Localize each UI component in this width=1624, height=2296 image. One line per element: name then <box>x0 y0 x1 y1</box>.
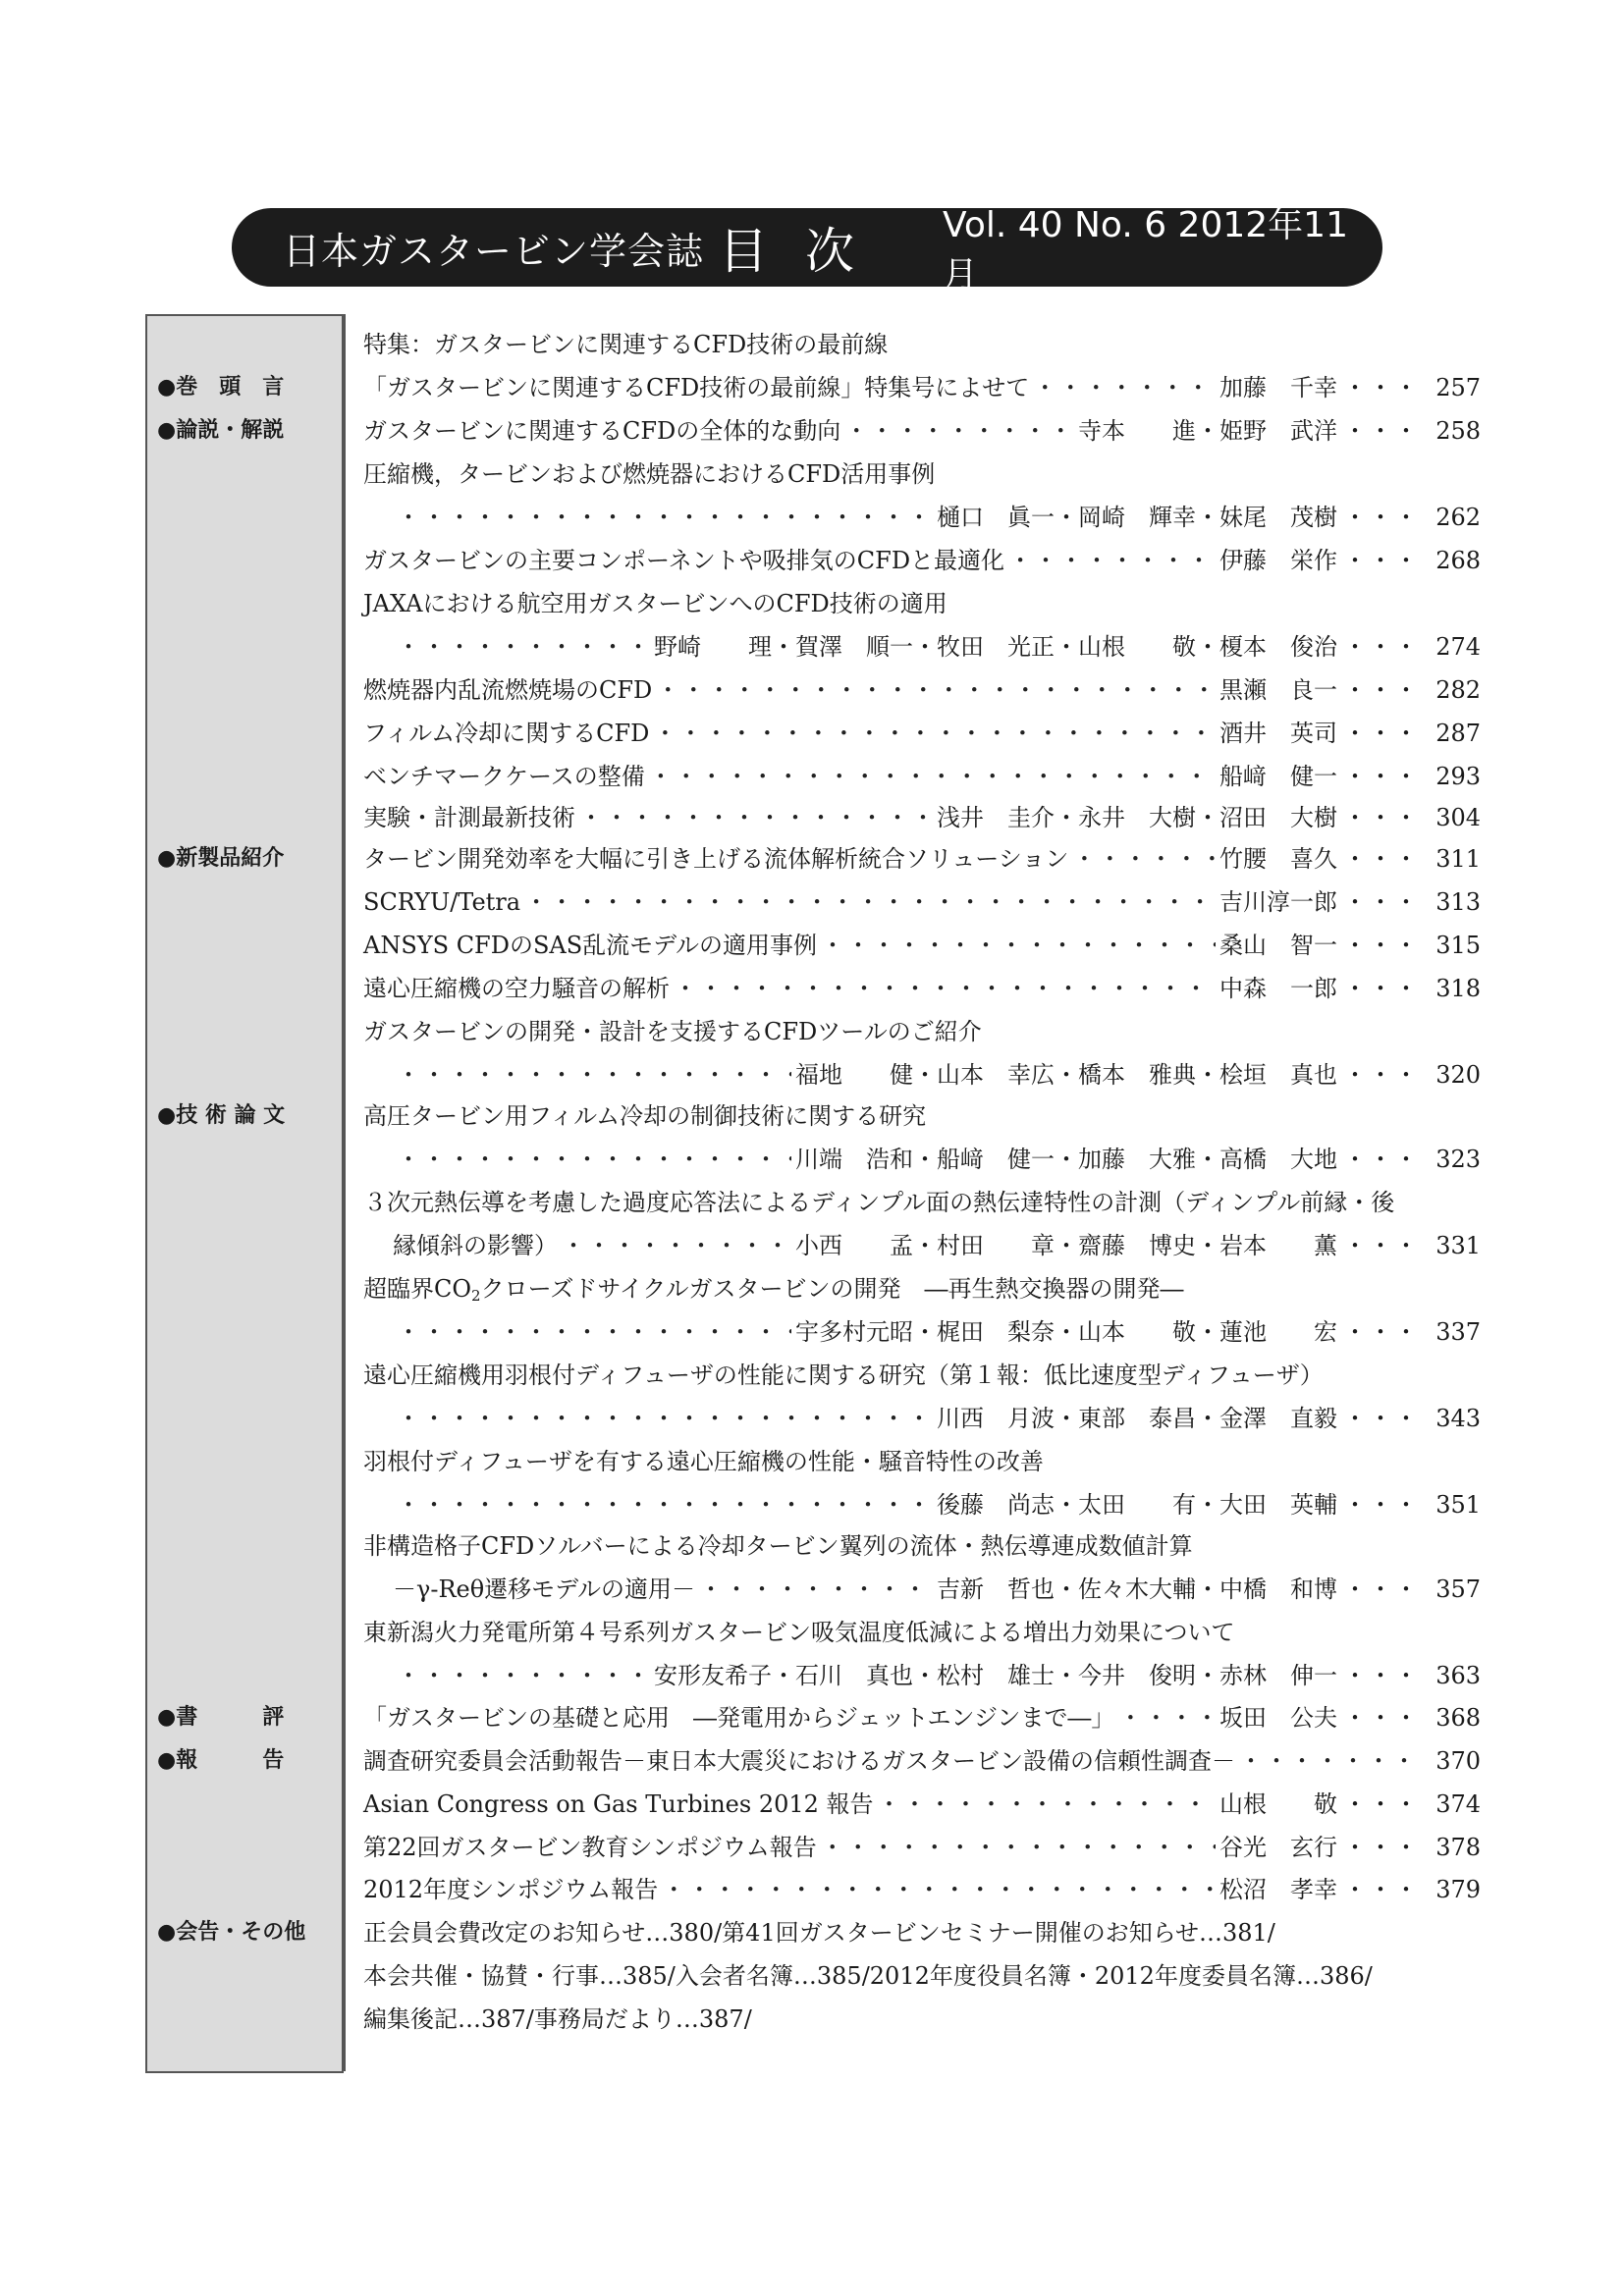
entry-title: 編集後記…387/事務局だより…387/ <box>363 2005 752 2033</box>
entry-page: 313 <box>1435 888 1481 916</box>
toc-entry <box>0 323 1624 366</box>
entry-title <box>363 1483 393 1526</box>
entry-title: 非構造格子CFDソルバーによる冷却タービン翼列の流体・熱伝導連成数値計算 <box>363 1532 1193 1560</box>
toc-entry-continuation <box>0 1397 1624 1440</box>
toc-entry[interactable] <box>0 1267 1624 1310</box>
toc-entry-continuation <box>0 1053 1624 1096</box>
dot-leader <box>1343 967 1422 1010</box>
entry-author: 樋口 眞一・岡崎 輝幸・妹尾 茂樹 <box>937 504 1337 531</box>
dot-leader <box>649 755 1216 798</box>
entry-author: 川端 浩和・船﨑 健一・加藤 大雅・高橋 大地 <box>795 1146 1337 1173</box>
entry-author: 福地 健・山本 幸広・橋本 雅典・桧垣 真也 <box>795 1061 1337 1089</box>
entry-page: 357 <box>1435 1575 1481 1603</box>
entry-author: 吉新 哲也・佐々木大輔・中橋 和博 <box>937 1575 1337 1603</box>
toc-entry-continuation <box>0 1138 1624 1181</box>
dot-leader <box>562 1224 791 1267</box>
entry-title: 東新潟火力発電所第４号系列ガスタービン吸気温度低減による増出力効果について <box>363 1619 1235 1646</box>
toc-entry[interactable] <box>0 1010 1624 1053</box>
entry-title: ガスタービンの主要コンポーネントや吸排気のCFDと最適化 <box>363 547 1005 574</box>
entry-page: 258 <box>1435 417 1481 445</box>
entry-page: 379 <box>1435 1876 1481 1903</box>
dot-leader <box>397 1053 791 1096</box>
toc-entry[interactable] <box>0 755 1624 798</box>
dot-leader <box>1343 1397 1422 1440</box>
dot-leader <box>821 924 1216 967</box>
entry-title: －γ-Reθ遷移モデルの適用－ <box>393 1575 695 1603</box>
entry-page: 282 <box>1435 676 1481 704</box>
dot-leader <box>1239 1739 1418 1783</box>
dot-leader <box>1343 409 1422 453</box>
entry-author: 安形友希子・石川 真也・松村 雄士・今井 俊明・赤林 伸一 <box>654 1662 1337 1689</box>
entry-page: 370 <box>1435 1747 1481 1775</box>
entry-author: 坂田 公夫 <box>1219 1704 1337 1732</box>
entry-title: 特集：ガスタービンに関連するCFD技術の最前線 <box>363 331 889 358</box>
dot-leader <box>1343 796 1422 839</box>
entry-author: 小西 孟・村田 章・齋藤 博史・岩本 薫 <box>795 1232 1337 1259</box>
entry-title <box>363 1654 393 1697</box>
toc-entry-continuation <box>0 1568 1624 1611</box>
entry-page: 315 <box>1435 932 1481 959</box>
entry-title: 「ガスタービンに関連するCFD技術の最前線」特集号によせて <box>363 374 1030 401</box>
toc-entry[interactable] <box>0 1181 1624 1224</box>
toc-entry[interactable] <box>0 1440 1624 1483</box>
dot-leader <box>1033 366 1216 409</box>
entry-title <box>363 625 393 668</box>
toc-entry[interactable] <box>0 1095 1624 1138</box>
entry-author: 寺本 進・姫野 武洋 <box>1078 417 1337 445</box>
toc-entry[interactable] <box>0 1826 1624 1869</box>
toc-entry[interactable] <box>0 1868 1624 1911</box>
entry-page: 368 <box>1435 1704 1481 1732</box>
entry-title: 「ガスタービンの基礎と応用 ―発電用からジェットエンジンまで―」 <box>363 1704 1115 1732</box>
dot-leader <box>1343 1053 1422 1096</box>
category-book-review: ●書 評 <box>157 1705 285 1730</box>
toc-entry[interactable] <box>0 712 1624 755</box>
dot-leader <box>1343 712 1422 755</box>
dot-leader <box>1008 539 1216 582</box>
dot-leader <box>1343 1654 1422 1697</box>
entry-author: 酒井 英司 <box>1219 720 1337 747</box>
dot-leader <box>656 668 1216 712</box>
entry-author: 桑山 智一 <box>1219 932 1337 959</box>
dot-leader <box>1343 496 1422 539</box>
dot-leader <box>1118 1696 1216 1739</box>
entry-page: 268 <box>1435 547 1481 574</box>
toc-entry[interactable] <box>0 1783 1624 1826</box>
entry-page: 293 <box>1435 763 1481 790</box>
dot-leader <box>1343 881 1422 924</box>
entry-page: 363 <box>1435 1662 1481 1689</box>
dot-leader <box>878 1783 1216 1826</box>
entry-title: 調査研究委員会活動報告－東日本大震災におけるガスタービン設備の信頼性調査－ <box>363 1747 1235 1775</box>
entry-title <box>363 496 393 539</box>
entry-title: 2012年度シンポジウム報告 <box>363 1876 659 1903</box>
entry-author: 竹腰 喜久 <box>1219 845 1337 873</box>
toc-entry[interactable] <box>0 924 1624 967</box>
entry-title <box>363 1138 393 1181</box>
toc-entry[interactable] <box>0 539 1624 582</box>
dot-leader <box>397 1397 933 1440</box>
entry-title: 本会共催・協賛・行事…385/入会者名簿…385/2012年度役員名簿・2012年度委員名簿…386/ <box>363 1962 1373 1990</box>
dot-leader <box>653 712 1216 755</box>
toc-entry[interactable] <box>0 1696 1624 1739</box>
dot-leader <box>1343 755 1422 798</box>
entry-title: 圧縮機，タービンおよび燃焼器におけるCFD活用事例 <box>363 460 936 488</box>
dot-leader <box>1343 837 1422 881</box>
entry-author: 伊藤 栄作 <box>1219 547 1337 574</box>
entry-page: 331 <box>1435 1232 1481 1259</box>
dot-leader <box>1343 1568 1422 1611</box>
entry-page: 343 <box>1435 1405 1481 1432</box>
dot-leader <box>397 1310 791 1354</box>
entry-title: 正会員会費改定のお知らせ…380/第41回ガスタービンセミナー開催のお知らせ…381/ <box>363 1919 1275 1947</box>
toc-entry[interactable] <box>0 796 1624 839</box>
dot-leader <box>674 967 1216 1010</box>
toc-entry[interactable] <box>0 409 1624 453</box>
issue-info: Vol. 40 No. 6 2012年11月 <box>943 205 1348 295</box>
entry-title <box>363 1397 393 1440</box>
entry-author: 後藤 尚志・太田 有・大田 英輔 <box>937 1491 1337 1519</box>
entry-title <box>363 1053 393 1096</box>
entry-page: 304 <box>1435 804 1481 831</box>
dot-leader <box>579 796 933 839</box>
entry-page: 287 <box>1435 720 1481 747</box>
dot-leader <box>1343 539 1422 582</box>
entry-author: 川西 月波・東部 泰昌・金澤 直毅 <box>937 1405 1337 1432</box>
dot-leader <box>397 1138 791 1181</box>
entry-title: Asian Congress on Gas Turbines 2012 報告 <box>363 1790 874 1818</box>
entry-page: 318 <box>1435 975 1481 1002</box>
toc-entry[interactable] <box>0 1954 1624 1998</box>
dot-leader <box>1343 1483 1422 1526</box>
entry-title: ガスタービンの開発・設計を支援するCFDツールのご紹介 <box>363 1018 982 1045</box>
toc-entry-continuation <box>0 1483 1624 1526</box>
dot-leader <box>662 1868 1216 1911</box>
dot-leader <box>1343 924 1422 967</box>
dot-leader <box>844 409 1074 453</box>
entry-page: 351 <box>1435 1491 1481 1519</box>
toc-entry[interactable] <box>0 1739 1624 1783</box>
entry-title: 遠心圧縮機の空力騒音の解析 <box>363 975 670 1002</box>
entry-title: フィルム冷却に関するCFD <box>363 720 650 747</box>
dot-leader <box>1343 366 1422 409</box>
entry-title: SCRYU/Tetra <box>363 888 521 916</box>
entry-author: 中森 一郎 <box>1219 975 1337 1002</box>
toc-entry-continuation <box>0 625 1624 668</box>
entry-page: 374 <box>1435 1790 1481 1818</box>
toc-entry[interactable] <box>0 967 1624 1010</box>
header-bar <box>232 205 1382 295</box>
category-review: ●論説・解説 <box>157 418 285 443</box>
dot-leader <box>821 1826 1216 1869</box>
entry-title: ガスタービンに関連するCFDの全体的な動向 <box>363 417 841 445</box>
entry-title: ３次元熱伝導を考慮した過度応答法によるディンプル面の熱伝達特性の計測（ディンプル前縁・後 <box>363 1189 1395 1216</box>
entry-author: 黒瀬 良一 <box>1219 676 1337 704</box>
entry-title: 実験・計測最新技術 <box>363 804 575 831</box>
category-notices: ●会告・その他 <box>157 1920 306 1945</box>
entry-author: 吉川淳一郎 <box>1219 888 1337 916</box>
entry-title-part: クローズドサイクルガスタービンの開発 ―再生熱交換器の開発― <box>480 1275 1184 1303</box>
entry-author: 船﨑 健一 <box>1219 763 1337 790</box>
dot-leader <box>1343 1310 1422 1354</box>
entry-author: 谷光 玄行 <box>1219 1834 1337 1861</box>
toc-heading: 目次 <box>719 223 892 280</box>
entry-page: 274 <box>1435 633 1481 661</box>
toc-entry[interactable] <box>0 1354 1624 1397</box>
toc-entry[interactable] <box>0 1998 1624 2041</box>
entry-title <box>363 1310 393 1354</box>
entry-title: JAXAにおける航空用ガスタービンへのCFD技術の適用 <box>363 590 947 617</box>
dot-leader <box>1343 1868 1422 1911</box>
entry-title: ベンチマークケースの整備 <box>363 763 645 790</box>
toc-entry-continuation <box>0 1310 1624 1354</box>
toc-entry[interactable] <box>0 837 1624 881</box>
dot-leader <box>1343 1138 1422 1181</box>
entry-title: タービン開発効率を大幅に引き上げる流体解析統合ソリューション <box>363 845 1069 873</box>
toc-entry-continuation <box>0 1654 1624 1697</box>
toc-entry[interactable] <box>0 1524 1624 1568</box>
entry-title: 羽根付ディフューザを有する遠心圧縮機の性能・騒音特性の改善 <box>363 1448 1044 1475</box>
entry-page: 337 <box>1435 1318 1481 1346</box>
entry-page: 257 <box>1435 374 1481 401</box>
entry-title: 高圧タービン用フィルム冷却の制御技術に関する研究 <box>363 1102 927 1130</box>
dot-leader <box>699 1568 933 1611</box>
entry-title: 遠心圧縮機用羽根付ディフューザの性能に関する研究（第１報：低比速度型ディフューザ） <box>363 1362 1324 1389</box>
journal-title: 日本ガスタービン学会誌 <box>283 229 705 273</box>
entry-title: 縁傾斜の影響） <box>393 1232 558 1259</box>
dot-leader <box>1343 1826 1422 1869</box>
entry-title: ANSYS CFDのSAS乱流モデルの適用事例 <box>363 932 817 959</box>
entry-author: 宇多村元昭・梶田 梨奈・山本 敬・蓮池 宏 <box>795 1318 1337 1346</box>
toc-entry[interactable] <box>0 453 1624 496</box>
toc-entry-continuation <box>0 496 1624 539</box>
toc-entry[interactable] <box>0 582 1624 625</box>
dot-leader <box>397 496 933 539</box>
entry-author: 加藤 千幸 <box>1219 374 1337 401</box>
toc-entry[interactable] <box>0 366 1624 409</box>
dot-leader <box>397 625 650 668</box>
entry-page: 378 <box>1435 1834 1481 1861</box>
toc-entry[interactable] <box>0 881 1624 924</box>
entry-author: 野崎 理・賀澤 順一・牧田 光正・山根 敬・榎本 俊治 <box>654 633 1337 661</box>
entry-author: 松沼 孝幸 <box>1219 1876 1337 1903</box>
dot-leader <box>1343 1783 1422 1826</box>
entry-page: 262 <box>1435 504 1481 531</box>
dot-leader <box>1343 668 1422 712</box>
category-editorial: ●巻 頭 言 <box>157 375 285 400</box>
entry-author: 浅井 圭介・永井 大樹・沼田 大樹 <box>937 804 1337 831</box>
entry-page: 320 <box>1435 1061 1481 1089</box>
entry-title-part: 超臨界CO <box>363 1275 472 1303</box>
toc-entry[interactable] <box>0 1611 1624 1654</box>
category-technical-papers: ●技 術 論 文 <box>157 1103 286 1128</box>
entry-author: 山根 敬 <box>1219 1790 1337 1818</box>
dot-leader <box>1343 1696 1422 1739</box>
toc-entry-continuation <box>0 1224 1624 1267</box>
category-reports: ●報 告 <box>157 1748 285 1773</box>
entry-page: 323 <box>1435 1146 1481 1173</box>
dot-leader <box>1343 1224 1422 1267</box>
toc-entry[interactable] <box>0 1911 1624 1954</box>
subscript: 2 <box>471 1287 481 1305</box>
entry-title: 燃焼器内乱流燃焼場のCFD <box>363 676 653 704</box>
category-new-products: ●新製品紹介 <box>157 846 285 871</box>
dot-leader <box>397 1483 933 1526</box>
entry-title: 第22回ガスタービン教育シンポジウム報告 <box>363 1834 817 1861</box>
dot-leader <box>1072 837 1216 881</box>
entry-page: 311 <box>1435 845 1481 873</box>
dot-leader <box>397 1654 650 1697</box>
dot-leader <box>1343 625 1422 668</box>
dot-leader <box>524 881 1216 924</box>
toc-entry[interactable] <box>0 668 1624 712</box>
